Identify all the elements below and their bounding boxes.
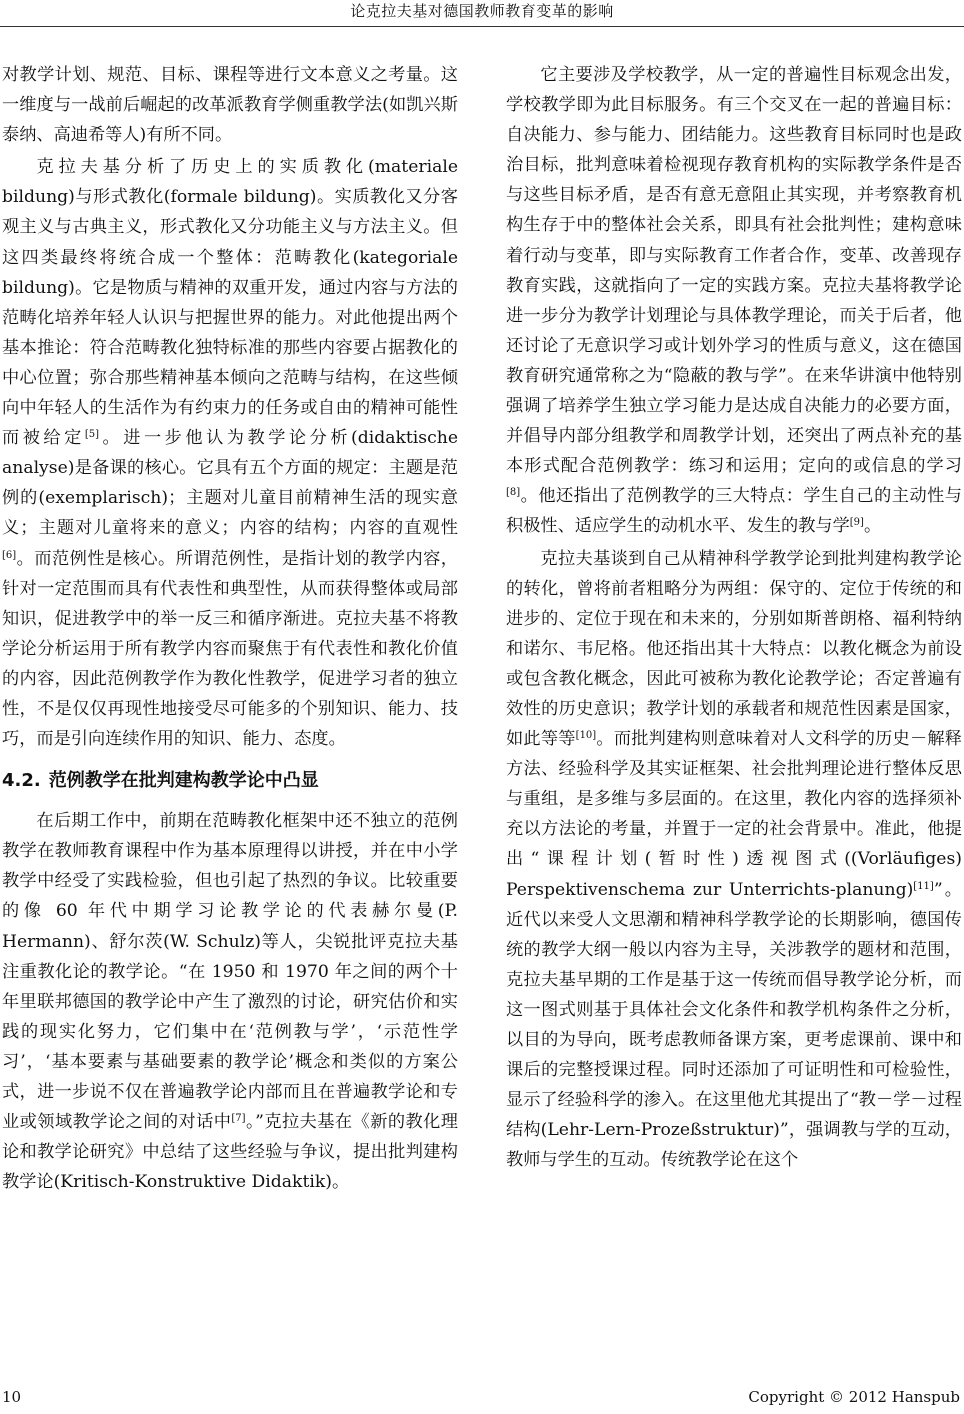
citation-ref: [7]: [231, 1113, 246, 1125]
section-number: 4.2.: [2, 770, 41, 792]
paragraph-text: 。进一步他认为教学论分析(didaktische analyse)是备课的核心。它具有五个方面的规定：主题是范例的(exemplarisch)；主题对儿童目前精神生活的现实意义；主题对儿童将来的意义；内容的结构；内容的直观性: [2, 428, 458, 539]
citation-ref: [11]: [913, 880, 934, 892]
paragraph: [506, 544, 962, 1176]
paragraph-text: 克拉夫基谈到自己从精神科学教学论到批判建构教学论的转化，曾将前者粗略分为两组：保守的、定位于传统的和进步的、定位于现在和未来的，分别如斯普朗格、福利特纳和诺尔、韦尼格。他还指出其十大特点：以教化概念为前设或包含教化概念，因此可被称为教化论教学论；否定普遍有效性的历史意识；教学计划的承载者和规范性因素是国家，如此等等: [506, 548, 962, 750]
citation-ref: [9]: [849, 517, 864, 529]
right-column: [506, 60, 962, 1175]
header-divider: [0, 26, 964, 27]
paragraph-text: 在后期工作中，前期在范畴教化框架中还不独立的范例教学在教师教育课程中作为基本原理得以讲授，并在中小学教学中经受了实践检验，但也引起了热烈的争议。比较重要的像 60 年代中期学习论教学论的代表赫尔曼(P. Hermann)、舒尔茨(W. Schulz)等人，尖锐批评克拉夫基注重教化论的教学论。“在 1950 和 1970 年之间的两个十年里联邦德国的教学论中产生了激烈的讨论，研究估价和实践的现实化努力，它们集中在‘范例教与学’，‘示范性学习’，‘基本要素与基础要素的教学论’概念和类似的方案公式，进一步说不仅在普遍教学论内部而且在普遍教学论和专业或领域教学论之间的对话中: [2, 811, 458, 1133]
paragraph-text: 对教学计划、规范、目标、课程等进行文本意义之考量。这一维度与一战前后崛起的改革派教育学侧重教学法(如凯兴斯泰纳、高迪希等人)有所不同。: [2, 65, 458, 146]
citation-ref: [10]: [575, 730, 597, 742]
section-heading: [2, 766, 458, 796]
paragraph: [2, 806, 458, 1197]
citation-ref: [5]: [84, 429, 100, 441]
paragraph-text: 克拉夫基分析了历史上的实质教化(materiale bildung)与形式教化(formale bildung)。实质教化又分客观主义与古典主义，形式教化又分功能主义与方法主义。但这四类最终将统合成一个整体：范畴教化(kategoriale bildung)。它是物质与精神的双重开发，通过内容与方法的范畴化培养年轻人认识与把握世界的能力。对此他提出两个基本推论：符合范畴教化独特标准的那些内容要占据教化的中心位置；弥合那些精神基本倾向之范畴与结构，在这些倾向中年轻人的生活作为有约束力的任务或自由的精神可能性而被给定: [2, 157, 458, 449]
paragraph-text: 它主要涉及学校教学，从一定的普遍性目标观念出发，学校教学即为此目标服务。有三个交叉在一起的普遍目标：自决能力、参与能力、团结能力。这些教育目标同时也是政治目标，批判意味着检视现存教育机构的实际教学条件是否与这些目标矛盾，是否有意无意阻止其实现，并考察教育机构生存于中的整体社会关系，即具有社会批判性；建构意味着行动与变革，即与实际教育工作者合作，变革、改善现存教育实践，这就指向了一定的实践方案。克拉夫基将教学论进一步分为教学计划理论与具体教学理论，而关于后者，他还讨论了无意识学习或计划外学习的性质与意义，这在德国教育研究通常称之为“隐蔽的教与学”。在来华讲演中他特别强调了培养学生独立学习能力是达成自决能力的必要方面，并倡导内部分组教学和周教学计划，还突出了两点补充的基本形式配合范例教学：练习和运用；定向的或信息的学习: [506, 65, 962, 477]
paragraph-text: 。他还指出了范例教学的三大特点：学生自己的主动性与积极性、适应学生的动机水平、发生的教与学: [506, 486, 962, 537]
paragraph-text: 。而批判建构则意味着对人文科学的历史－解释方法、经验科学及其实证框架、社会批判理论进行整体反思与重组，是多维与多层面的。在这里，教化内容的选择须补充以方法论的考量，并置于一定的社会背景中。准此，他提出“课程计划(暂时性)透视图式((Vorläufiges) Perspektivenschema zur Unterrichts-planung): [506, 729, 962, 900]
left-column: [2, 60, 458, 1197]
paragraph: [2, 152, 458, 754]
running-header-title: 论克拉夫基对德国教师教育变革的影响: [350, 2, 614, 20]
citation-ref: [8]: [506, 487, 521, 499]
copyright-notice: Copyright © 2012 Hanspub: [748, 1388, 960, 1406]
paragraph: [2, 60, 458, 150]
paragraph-text: 。”克拉夫基在《新的教化理论和教学论研究》中总结了这些经验与争议，提出批判建构教学论(Kritisch-Konstruktive Didaktik)。: [2, 1112, 458, 1193]
section-title: 范例教学在批判建构教学论中凸显: [48, 770, 319, 792]
page-number: 10: [2, 1388, 22, 1406]
paragraph-text: 。而范例性是核心。所谓范例性，是指计划的教学内容，针对一定范围而具有代表性和典型性，从而获得整体或局部知识，促进教学中的举一反三和循序渐进。克拉夫基不将教学论分析运用于所有教学内容而聚焦于有代表性和教化价值的内容，因此范例教学作为教化性教学，促进学习者的独立性，不是仅仅再现性地接受尽可能多的个别知识、能力、技巧，而是引向连续作用的知识、能力、态度。: [2, 548, 458, 750]
citation-ref: [6]: [2, 549, 17, 561]
paragraph: [506, 60, 962, 542]
paragraph-text: ”。近代以来受人文思潮和精神科学教学论的长期影响，德国传统的教学大纲一般以内容为主导，关涉教学的题材和范围，克拉夫基早期的工作是基于这一传统而倡导教学论分析，而这一图式则基于具体社会文化条件和教学机构条件之分析，以目的为导向，既考虑教师备课方案，更考虑课前、课中和课后的完整授课过程。同时还添加了可证明性和可检验性，显示了经验科学的渗入。在这里他尤其提出了“教－学－过程结构(Lehr-Lern-Prozeßstruktur)”，强调教与学的互动，教师与学生的互动。传统教学论在这个: [506, 879, 962, 1171]
paragraph-text: 。: [863, 516, 882, 537]
